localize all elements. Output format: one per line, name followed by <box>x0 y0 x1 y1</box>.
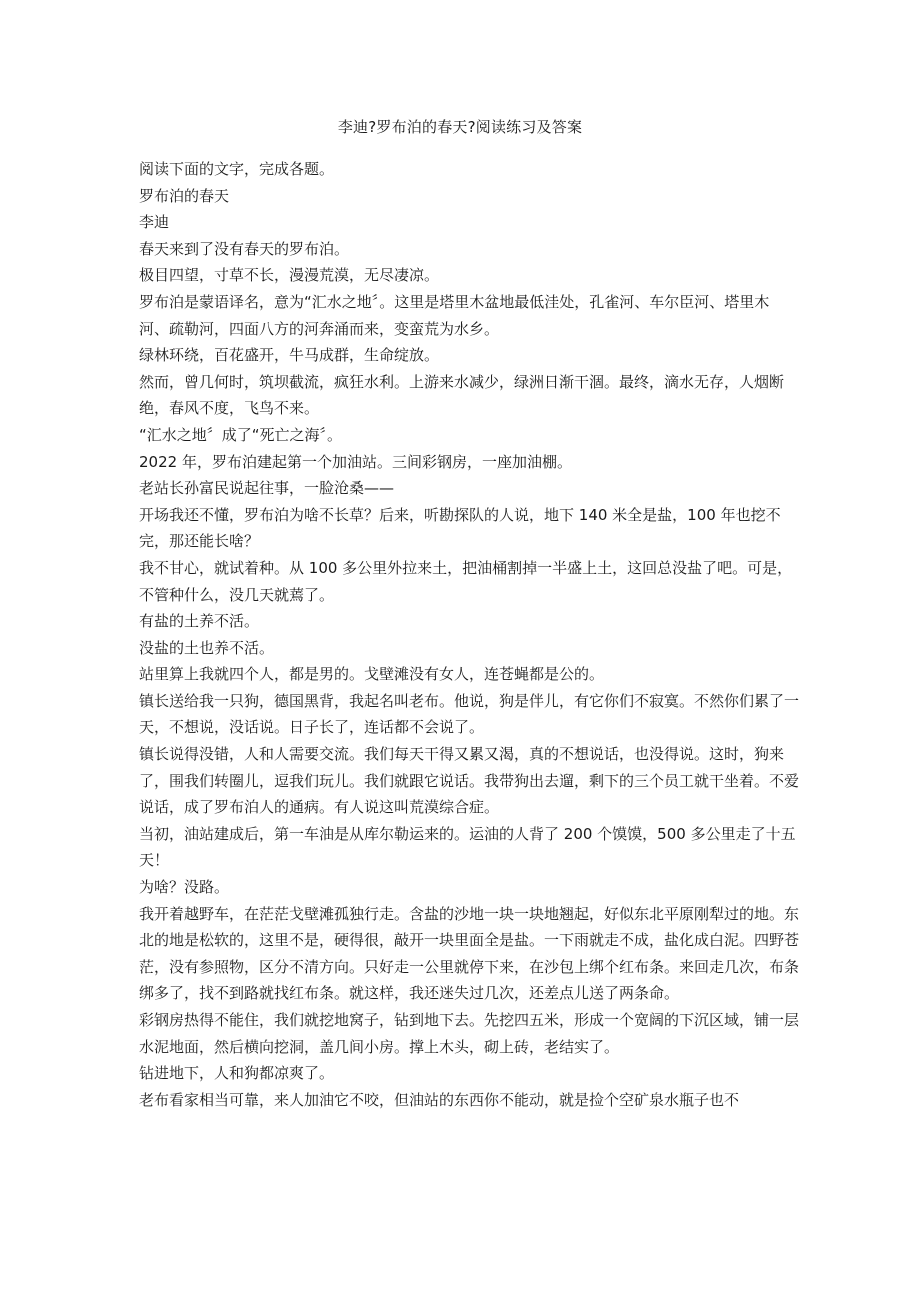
article-title: 罗布泊的春天 <box>139 186 230 205</box>
paragraph: 镇长说得没错，人和人需要交流。我们每天干得又累又渴，真的不想说话，也没得说。这时，狗来了，围我们转圈儿，逗我们玩儿。我们就跟它说话。我带狗出去遛，剩下的三个员工就干坐着。不爱说话，成了罗布泊人的通病。有人说这叫荒漠综合症。 <box>139 745 800 817</box>
paragraph: 镇长送给我一只狗，德国黑背，我起名叫老布。他说，狗是伴儿，有它你们不寂寞。不然你们累了一天，不想说，没话说。日子长了，连话都不会说了。 <box>139 691 800 737</box>
paragraph: 彩钢房热得不能住，我们就挖地窝子，钻到地下去。先挖四五米，形成一个宽阔的下沉区域，铺一层水泥地面，然后横向挖洞，盖几间小房。撑上木头，砌上砖，老结实了。 <box>139 1011 800 1056</box>
article-author: 李迪 <box>139 213 170 232</box>
paragraph: 我不甘心，就试着种。从 100 多公里外拉来土，把油桶割掉一半盛上土，这回总没盐了吧。可是，不管种什么，没几天就蔫了。 <box>139 558 793 604</box>
paragraph: 为啥？没路。 <box>139 878 230 897</box>
paragraph: 老布看家相当可靠，来人加油它不咬，但油站的东西你不能动，就是捡个空矿泉水瓶子也不 <box>139 1090 740 1109</box>
paragraph: 我开着越野车，在茫茫戈壁滩孤独行走。含盐的沙地一块一块地翘起，好似东北平原刚犁过的地。东北的地是松软的，这里不是，硬得很，敲开一块里面全是盐。一下雨就走不成，盐化成白泥。四野苍茫，没有参照物，区分不清方向。只好走一公里就停下来，在沙包上绑个红布条。来回走几次，布条绑多了，找不到路就找红布条。就这样，我还迷失过几次，还差点儿送了两条命。 <box>139 904 800 1003</box>
paragraph: 极目四望，寸草不长，漫漫荒漠，无尽凄凉。 <box>139 266 440 285</box>
paragraph: 开场我还不懂，罗布泊为啥不长草？后来，听勘探队的人说，地下 140 米全是盐，100 年也挖不完，那还能长啥？ <box>139 505 781 551</box>
paragraph: 绿林环绕，百花盛开，牛马成群，生命绽放。 <box>139 346 440 365</box>
paragraph: “汇水之地〞成了“死亡之海〞。 <box>139 425 343 444</box>
paragraph: 老站长孙富民说起往事，一脸沧桑—— <box>139 479 395 498</box>
paragraph: 当初，油站建成后，第一车油是从库尔勒运来的。运油的人背了 200 个馍馍，500 多公里走了十五天！ <box>139 824 796 870</box>
paragraph: 钻进地下，人和狗都凉爽了。 <box>139 1064 335 1083</box>
paragraph: 春天来到了没有春天的罗布泊。 <box>139 239 350 258</box>
instruction-line: 阅读下面的文字，完成各题。 <box>139 160 335 178</box>
paragraph: 罗布泊是蒙语译名，意为“汇水之地〞。这里是塔里木盆地最低洼处，孔雀河、车尔臣河、塔里木河、疏勒河，四面八方的河奔涌而来，变蛮荒为水乡。 <box>139 292 770 338</box>
article-body <box>139 156 799 1113</box>
paragraph: 站里算上我就四个人，都是男的。戈壁滩没有女人，连苍蝇都是公的。 <box>139 665 605 684</box>
paragraph: 没盐的土也养不活。 <box>139 638 275 657</box>
paragraph: 有盐的土养不活。 <box>139 612 260 631</box>
page-title: 李迪?罗布泊的春天?阅读练习及答案 <box>337 118 583 136</box>
paragraph: 2022 年，罗布泊建起第一个加油站。三间彩钢房，一座加油棚。 <box>139 452 572 471</box>
paragraph: 然而，曾几何时，筑坝截流，疯狂水利。上游来水减少，绿洲日渐干涸。最终，滴水无存，人烟断绝，春风不度，飞鸟不来。 <box>139 372 785 418</box>
